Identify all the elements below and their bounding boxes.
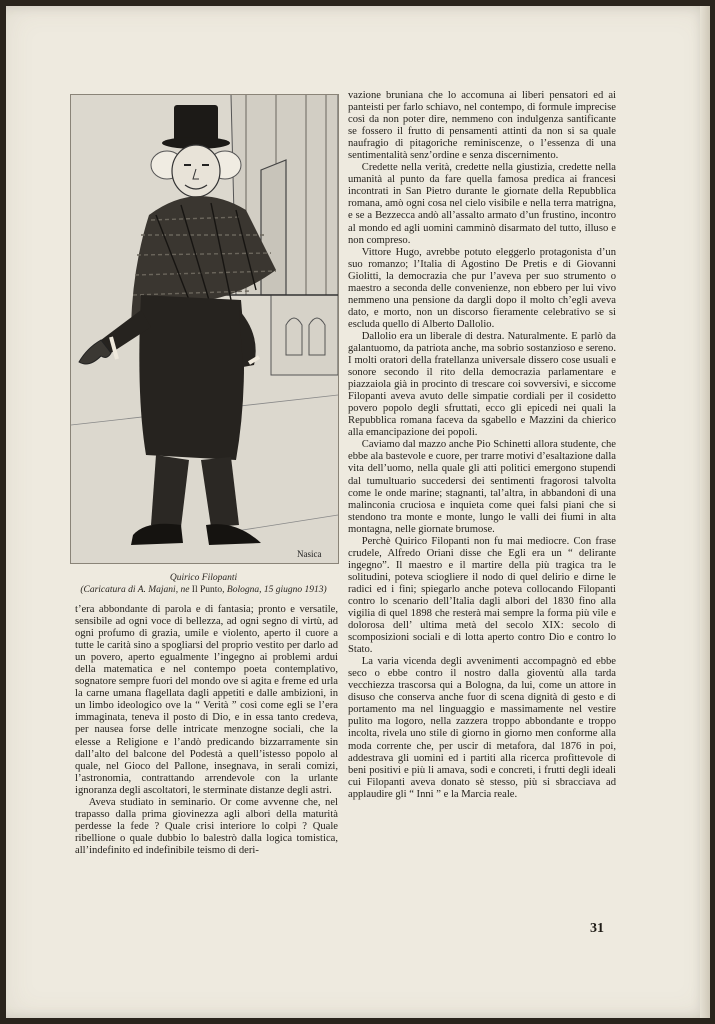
caption-subject: Quirico Filopanti	[169, 573, 238, 583]
paragraph: vazione bruniana che lo accomuna ai liberi pensatori ed ai panteisti per farlo schiavo, nel contempo, di formule imprecise così da non poter dire, nemmeno con indulgenza santificante se fossero il frutto di pensamenti attinti da non si sa quale naufragio di pitagoriche reminiscenze, o l’essenza di una sentimentalità senz’ordine e senza discernimento.	[348, 90, 616, 162]
right-text-column	[348, 90, 616, 902]
paragraph: Perchè Quirico Filopanti non fu mai mediocre. Con frase crudele, Alfredo Oriani disse che Egli era un “ delirante ingegno”. Il maestro e il martire della più tragica tra le solitudini, poteva sciogliere il nodo di quel delirio e dirne le radici ed i fini; spiegarlo anche poteva collocando Filopanti contro lo scenario dell’Italia dagli albori del 1830 fino alla vigilia di quel 1898 che resterà mai sempre la forma più vile e dolorosa dell’ ultima metà del secolo XIX: secolo di scomposizioni sociali e di lotta aperto contro Dio e contro lo Stato.	[348, 535, 616, 656]
figure-caption	[70, 572, 337, 596]
caption-credit	[70, 584, 337, 596]
artist-signature: Nasica	[297, 549, 322, 559]
paragraph: Vittore Hugo, avrebbe potuto eleggerlo protagonista d’un suo romanzo; l’Italia di Agostino De Pretis e di Giovanni Giolitti, la democrazia che pur l’aveva per suo strumento o maestro a seconda delle convenienze, non ebbero per lui vivo nemmeno una pensione da dargli dopo il molto ch’egli aveva dato, e morto, non un discorso fieramente celebrativo se si escluda quello di Alberto Dallolio.	[348, 246, 616, 330]
paragraph: Dallolio era un liberale di destra. Naturalmente. E parlò da galantuomo, da patriota anche, ma sobrio sostanzioso e sereno. I molti oratori della fratellanza universale dissero cose usuali e sonore secondo il rito della democrazia parlamentare e piazzaiola già in procinto di trescare coi sovversivi, e siccome Filopanti aveva avuto delle simpatie cordiali per il cosidetto povero popolo degli sfruttati, ecco gli epicedi nei quali la Repubblica romana faceva da sgabello e Mazzini da chierico alla emancipazione dei popoli.	[348, 330, 616, 439]
paragraph: Caviamo dal mazzo anche Pio Schinetti allora studente, che ebbe ala bastevole e cuore, per trarre motivi d’esaltazione dalla vita dell’uomo, nella quale gli atti politici emergono stupendi dal tumultuario succedersi dei sentimenti fragorosi talvolta come le onde marine; stagnanti, tal’altra, in abbandoni di una malinconia cruciosa e inquieta come quei falsi piani che si stendono tra monte e monte, lungo le valli dei fiumi in alta montagna, nelle giornate brumose.	[348, 439, 616, 535]
paragraph: Credette nella verità, credette nella giustizia, credette nella umanità al punto da fare quella famosa predica ai francesi incontrati in San Pietro durante le giornate della Repubblica romana, amò ogni cosa nel cielo visibile e nella terra matrigna, e se a Bezzecca andò all’assalto armato d’un frustino, incontro al mondo ed agli uomini camminò disarmato del tutto, illuso e non compreso.	[348, 162, 616, 246]
page-number: 31	[590, 921, 604, 936]
caricature-drawing	[71, 95, 338, 563]
paragraph: t’era abbondante di parola e di fantasia; pronto e versatile, sensibile ad ogni voce di bellezza, ad ogni segno di virtù, ad ogni profumo di grazia, umile e violento, aperto il cuore a tutte le carità sino a spogliarsi del proprio vestito per darlo ad un povero, aperto egualmente l’ingegno ai problemi ardui della matematica e nel contempo poeta contemplativo, sognatore sempre fuori del mondo ove si agita e freme ed urla la carne umana flagellata dagli appetiti e dalle ambizioni, in un limbo ideologico ove la “ Verità ” così come egli se l’era immaginata, teneva il posto di Dio, e in essa tanto credeva, per nausea forse delle intricate menzogne sociali, che la elesse a Religione e l’andò predicando bizzarramente sin dall’alto del balcone del Podestà a quell’istesso popolo al quale, nel Gioco del Pallone, insegnava, in serali comizi, l’astronomia, contrattando arrendevole con la urlante ignoranza degli ascoltatori, le sterminate distanze degli astri.	[75, 604, 338, 796]
paragraph: La varia vicenda degli avvenimenti accompagnò ed ebbe seco o ebbe contro il nostro dalla gioventù alla tarda vecchiezza trascorsa qui a Bologna, da lui, come un attore in disuso che conserva anche fuor di scena dignità di gesto e di portamento ma nel linguaggio e massimamente nel vestire pulito ma logoro, nella zazzera troppo abbondante e troppo incolta, rivela uno stile di giorno in giorno men conforme alla moda corrente che, per uscir di metafora, dal 1876 in poi, addestrava gli uomini ed i partiti alla ricerca profittevole di beni positivi e più li amava, sodi e concreti, i frutti degli ideali cui Filopanti aveva donato sè stesso, più si sbracciava ad applaudire gli “ Inni ” e la Marcia reale.	[348, 656, 616, 800]
caption-credit-prefix: (Caricatura di A. Majani, ne	[80, 585, 192, 595]
caption-publication: Il Punto	[191, 585, 223, 595]
caricature-illustration	[70, 94, 339, 564]
book-page	[6, 6, 710, 1018]
page-gutter-shadow	[700, 6, 710, 1018]
caption-credit-suffix: , Bologna, 15 giugno 1913)	[222, 585, 327, 595]
left-text-column	[75, 604, 338, 896]
paragraph: Aveva studiato in seminario. Or come avvenne che, nel trapasso dalla prima giovinezza agli albori della maturità perdesse la fede ? Quale crisi interiore lo colpì ? Quale ribellione o quale dubbio lo balestrò dalla logica tomistica, all’indefinito ed indefinibile teismo di deri-	[75, 796, 338, 856]
